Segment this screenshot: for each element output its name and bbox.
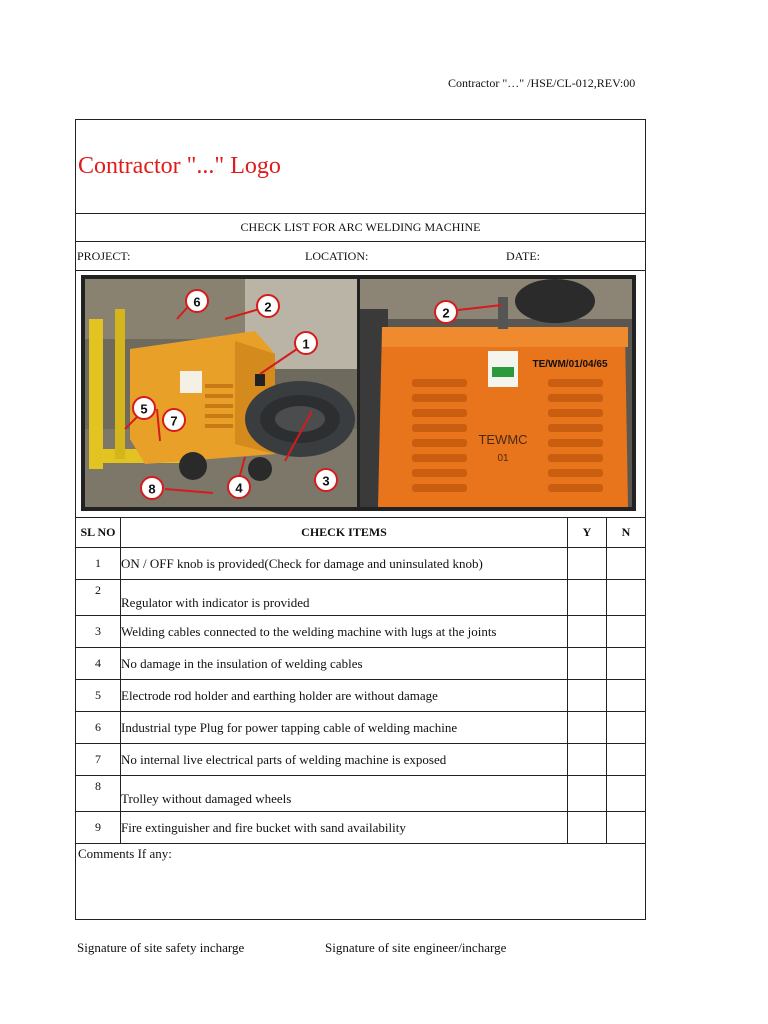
row-sl: 8: [76, 776, 121, 812]
row-sl: 4: [76, 648, 121, 680]
comments-label: Comments If any:: [78, 846, 172, 861]
no-cell[interactable]: [607, 648, 646, 680]
row-sl: 5: [76, 680, 121, 712]
checklist-sheet: [75, 119, 646, 920]
table-header-row: [76, 518, 645, 548]
row-item: Industrial type Plug for power tapping cable of welding machine: [121, 712, 568, 744]
row-sl: 1: [76, 548, 121, 580]
table-row: [76, 548, 645, 580]
yes-cell[interactable]: [568, 776, 607, 812]
machine-stencil: TEWMC: [478, 432, 528, 447]
safety-signature-label: Signature of site safety incharge: [77, 940, 245, 955]
checklist-title: CHECK LIST FOR ARC WELDING MACHINE: [76, 214, 645, 242]
table-row: [76, 712, 645, 744]
no-cell[interactable]: [607, 776, 646, 812]
marker-8: 8: [148, 481, 156, 497]
engineer-signature-label: Signature of site engineer/incharge: [325, 940, 507, 955]
row-sl: 2: [76, 580, 121, 616]
yes-header: Y: [568, 518, 607, 548]
yes-cell[interactable]: [568, 648, 607, 680]
contractor-logo-text: Contractor "..." Logo: [78, 153, 281, 179]
row-item: Trolley without damaged wheels: [121, 776, 568, 812]
row-item: No internal live electrical parts of welding machine is exposed: [121, 744, 568, 776]
closeup-marker-2: 2: [442, 305, 450, 321]
machine-photo-row: [76, 271, 645, 518]
row-sl: 6: [76, 712, 121, 744]
yes-cell[interactable]: [568, 580, 607, 616]
no-cell[interactable]: [607, 812, 646, 844]
yes-cell[interactable]: [568, 712, 607, 744]
no-cell[interactable]: [607, 680, 646, 712]
yes-cell[interactable]: [568, 680, 607, 712]
check-items-header: CHECK ITEMS: [121, 518, 568, 548]
machine-photo-annotated: [85, 279, 357, 507]
table-row: [76, 680, 645, 712]
date-label: DATE:: [506, 249, 540, 263]
marker-6: 6: [193, 294, 201, 310]
row-sl: 3: [76, 616, 121, 648]
row-item: ON / OFF knob is provided(Check for damage and uninsulated knob): [121, 548, 568, 580]
table-row: [76, 776, 645, 812]
yes-cell[interactable]: [568, 812, 607, 844]
row-item: Regulator with indicator is provided: [121, 580, 568, 616]
table-row: [76, 580, 645, 616]
no-cell[interactable]: [607, 548, 646, 580]
project-info-row: [76, 242, 645, 271]
machine-stencil-sub: 01: [497, 453, 509, 464]
comments-box[interactable]: [76, 844, 645, 919]
marker-1: 1: [302, 336, 310, 352]
table-row: [76, 744, 645, 776]
row-item: No damage in the insulation of welding cables: [121, 648, 568, 680]
marker-5: 5: [140, 401, 148, 417]
no-cell[interactable]: [607, 616, 646, 648]
marker-3: 3: [322, 473, 330, 489]
no-header: N: [607, 518, 646, 548]
table-row: [76, 648, 645, 680]
table-row: [76, 812, 645, 844]
no-cell[interactable]: [607, 744, 646, 776]
logo-row: [76, 120, 645, 214]
sl-no-header: SL NO: [76, 518, 121, 548]
row-sl: 7: [76, 744, 121, 776]
marker-4: 4: [235, 480, 243, 496]
row-item: Welding cables connected to the welding machine with lugs at the joints: [121, 616, 568, 648]
location-label: LOCATION:: [305, 249, 369, 263]
project-label: PROJECT:: [77, 249, 131, 263]
yes-cell[interactable]: [568, 744, 607, 776]
no-cell[interactable]: [607, 580, 646, 616]
yes-cell[interactable]: [568, 616, 607, 648]
no-cell[interactable]: [607, 712, 646, 744]
yes-cell[interactable]: [568, 548, 607, 580]
photo-frame: [81, 275, 636, 511]
machine-photo-closeup: [360, 279, 632, 507]
machine-tag: TE/WM/01/04/65: [532, 359, 608, 370]
marker-7: 7: [170, 413, 178, 429]
marker-2: 2: [264, 299, 272, 315]
row-item: Fire extinguisher and fire bucket with sand availability: [121, 812, 568, 844]
row-item: Electrode rod holder and earthing holder are without damage: [121, 680, 568, 712]
check-items-table: [76, 518, 645, 844]
row-sl: 9: [76, 812, 121, 844]
table-row: [76, 616, 645, 648]
document-code: Contractor "…" /HSE/CL-012,REV:00: [448, 76, 636, 90]
